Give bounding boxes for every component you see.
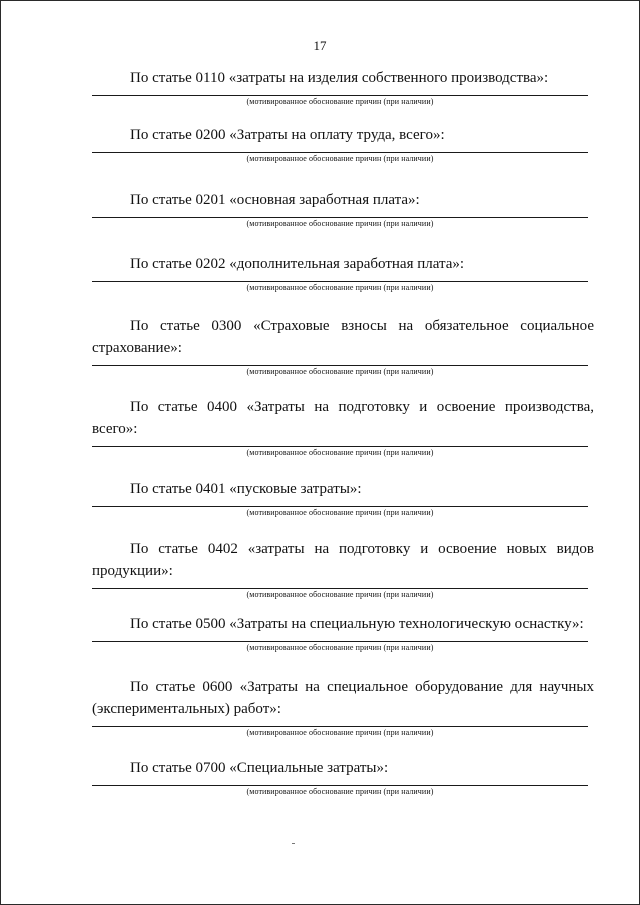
article-0110: [92, 67, 594, 106]
line-caption: (мотивированное обоснование причин (при наличии): [246, 787, 434, 796]
article-0402: [92, 538, 594, 599]
answer-line: [92, 95, 588, 96]
answer-line: [92, 281, 588, 282]
answer-line: [92, 506, 588, 507]
article-0401: [92, 478, 594, 517]
line-caption: (мотивированное обоснование причин (при наличии): [246, 448, 434, 457]
scan-speck: [292, 843, 295, 844]
article-0300: [92, 315, 594, 376]
article-0202: [92, 253, 594, 292]
line-caption: (мотивированное обоснование причин (при наличии): [246, 219, 434, 228]
article-0400: [92, 396, 594, 457]
article-text: По статье 0401 «пусковые затраты»:: [130, 481, 362, 497]
article-0600: [92, 676, 594, 737]
article-text: По статье 0402 «затраты на подготовку и освоение новых видов продукции»:: [92, 541, 594, 579]
answer-line: [92, 588, 588, 589]
answer-line: [92, 785, 588, 786]
answer-line: [92, 365, 588, 366]
article-0500: [92, 613, 594, 652]
article-text: По статье 0202 «дополнительная заработная плата»:: [130, 256, 465, 272]
line-caption: (мотивированное обоснование причин (при наличии): [246, 508, 434, 517]
line-caption: (мотивированное обоснование причин (при наличии): [246, 367, 434, 376]
line-caption: (мотивированное обоснование причин (при наличии): [246, 97, 434, 106]
article-0201: [92, 189, 594, 228]
answer-line: [92, 641, 588, 642]
article-0200: [92, 124, 594, 163]
answer-line: [92, 152, 588, 153]
answer-line: [92, 446, 588, 447]
article-0700: [92, 757, 594, 796]
article-text: По статье 0600 «Затраты на специальное оборудование для научных (экспериментальных) работ»:: [92, 679, 594, 717]
article-text: По статье 0400 «Затраты на подготовку и освоение производства, всего»:: [92, 399, 594, 437]
page-number: 17: [313, 38, 327, 53]
article-text: По статье 0200 «Затраты на оплату труда, всего»:: [130, 127, 445, 143]
line-caption: (мотивированное обоснование причин (при наличии): [246, 590, 434, 599]
line-caption: (мотивированное обоснование причин (при наличии): [246, 283, 434, 292]
line-caption: (мотивированное обоснование причин (при наличии): [246, 643, 434, 652]
line-caption: (мотивированное обоснование причин (при наличии): [246, 154, 434, 163]
line-caption: (мотивированное обоснование причин (при наличии): [246, 728, 434, 737]
article-text: По статье 0500 «Затраты на специальную технологическую оснастку»:: [130, 616, 584, 632]
answer-line: [92, 726, 588, 727]
article-text: По статье 0201 «основная заработная плата»:: [130, 192, 420, 208]
answer-line: [92, 217, 588, 218]
article-text: По статье 0110 «затраты на изделия собственного производства»:: [130, 70, 549, 86]
article-text: По статье 0300 «Страховые взносы на обязательное социальное страхование»:: [92, 318, 594, 356]
article-text: По статье 0700 «Специальные затраты»:: [130, 760, 389, 776]
